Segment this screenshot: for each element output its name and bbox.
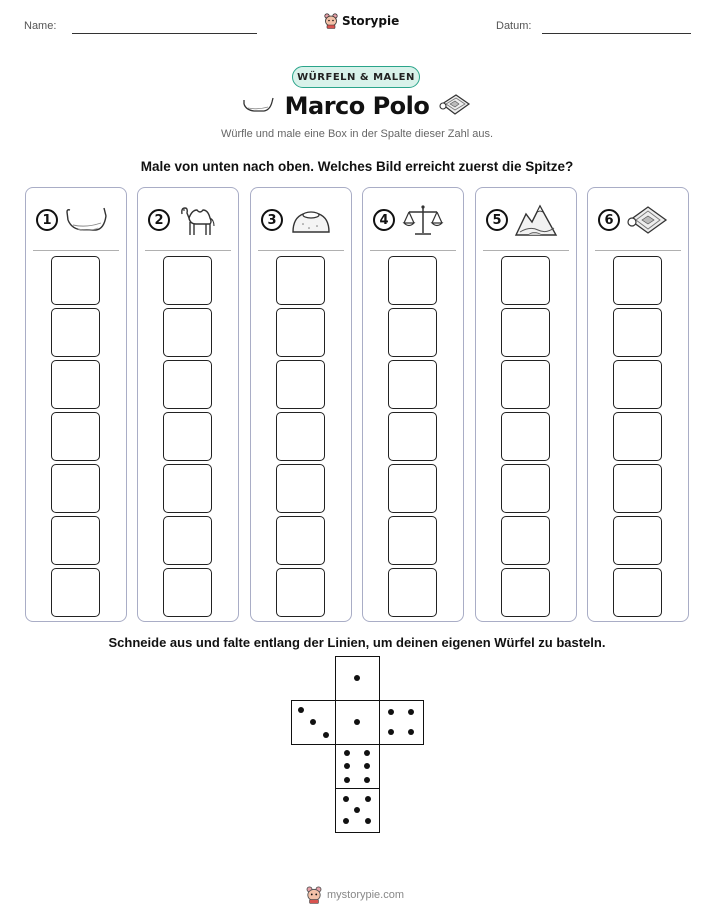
column-number: 3 — [261, 209, 283, 231]
column-6 — [587, 187, 689, 622]
color-box[interactable] — [163, 256, 212, 305]
die-pip — [364, 763, 370, 769]
column-number: 6 — [598, 209, 620, 231]
die-pip — [388, 729, 394, 735]
mountains-icon — [514, 202, 558, 238]
color-box[interactable] — [163, 308, 212, 357]
column-header — [373, 202, 455, 238]
date-field[interactable] — [542, 33, 691, 34]
color-box[interactable] — [613, 256, 662, 305]
color-box[interactable] — [163, 360, 212, 409]
die-pip — [343, 796, 349, 802]
date-label: Datum: — [496, 20, 532, 32]
volcano-rock-icon — [289, 202, 333, 238]
color-box[interactable] — [501, 308, 550, 357]
column-divider — [258, 250, 344, 251]
die-face — [291, 700, 336, 745]
die-face — [335, 788, 380, 833]
color-box[interactable] — [51, 308, 100, 357]
scroll-map-icon — [626, 202, 670, 238]
page-title: Marco Polo — [284, 92, 430, 120]
color-box[interactable] — [163, 464, 212, 513]
die-pip — [408, 709, 414, 715]
color-box[interactable] — [613, 360, 662, 409]
column-number: 1 — [36, 209, 58, 231]
die-pip — [310, 719, 316, 725]
color-box[interactable] — [613, 568, 662, 617]
footer-url: mystorypie.com — [327, 889, 405, 901]
column-divider — [33, 250, 119, 251]
color-box[interactable] — [388, 308, 437, 357]
brand-logo — [324, 13, 399, 29]
die-face — [379, 700, 424, 745]
die-pip — [364, 750, 370, 756]
storypie-mascot-icon — [306, 886, 322, 904]
column-header — [486, 202, 568, 238]
die-face — [335, 656, 380, 701]
column-header — [598, 202, 680, 238]
color-box[interactable] — [276, 464, 325, 513]
die-pip — [354, 675, 360, 681]
column-5 — [475, 187, 577, 622]
die-pip — [344, 763, 350, 769]
color-box[interactable] — [51, 516, 100, 565]
color-box[interactable] — [501, 412, 550, 461]
color-box[interactable] — [276, 256, 325, 305]
die-face — [335, 700, 380, 745]
die-face — [335, 744, 380, 789]
column-divider — [370, 250, 456, 251]
cut-instruction: Schneide aus und falte entlang der Linien, um deinen eigenen Würfel zu basteln. — [108, 635, 606, 650]
color-box[interactable] — [501, 516, 550, 565]
color-box[interactable] — [163, 412, 212, 461]
brand-name: Storypie — [342, 14, 400, 28]
die-pip — [354, 719, 360, 725]
color-box[interactable] — [613, 308, 662, 357]
color-box[interactable] — [613, 412, 662, 461]
die-pip — [365, 796, 371, 802]
column-3 — [250, 187, 352, 622]
color-box[interactable] — [276, 360, 325, 409]
color-box[interactable] — [163, 568, 212, 617]
name-field[interactable] — [72, 33, 257, 34]
column-divider — [595, 250, 681, 251]
column-divider — [483, 250, 569, 251]
color-box[interactable] — [501, 464, 550, 513]
die-pip — [365, 818, 371, 824]
color-box[interactable] — [501, 568, 550, 617]
color-box[interactable] — [501, 360, 550, 409]
die-pip — [344, 777, 350, 783]
column-number: 4 — [373, 209, 395, 231]
activity-badge: WÜRFELN & MALEN — [292, 66, 420, 88]
die-pip — [298, 707, 304, 713]
color-box[interactable] — [51, 412, 100, 461]
color-box[interactable] — [388, 516, 437, 565]
color-box[interactable] — [51, 256, 100, 305]
color-box[interactable] — [501, 256, 550, 305]
column-1 — [25, 187, 127, 622]
die-pip — [343, 818, 349, 824]
die-pip — [408, 729, 414, 735]
instruction-text: Male von unten nach oben. Welches Bild erreicht zuerst die Spitze? — [140, 159, 574, 174]
name-label: Name: — [24, 20, 57, 32]
color-box[interactable] — [51, 464, 100, 513]
die-pip — [364, 777, 370, 783]
color-box[interactable] — [51, 568, 100, 617]
color-box[interactable] — [388, 568, 437, 617]
color-box[interactable] — [276, 516, 325, 565]
die-pip — [354, 807, 360, 813]
column-header — [148, 202, 230, 238]
camel-icon — [176, 202, 220, 238]
color-box[interactable] — [163, 516, 212, 565]
scales-icon — [401, 202, 445, 238]
color-box[interactable] — [388, 464, 437, 513]
color-box[interactable] — [51, 360, 100, 409]
scroll-map-icon — [438, 92, 472, 118]
die-pip — [344, 750, 350, 756]
footer — [306, 886, 404, 904]
die-pip — [323, 732, 329, 738]
column-divider — [145, 250, 231, 251]
color-box[interactable] — [388, 360, 437, 409]
column-header — [261, 202, 343, 238]
column-number: 2 — [148, 209, 170, 231]
page-subtitle: Würfle und male eine Box in der Spalte dieser Zahl aus. — [220, 128, 494, 140]
color-box[interactable] — [276, 308, 325, 357]
storypie-mascot-icon — [324, 13, 338, 29]
column-2 — [137, 187, 239, 622]
color-box[interactable] — [388, 412, 437, 461]
gondola-icon — [64, 202, 108, 238]
column-header — [36, 202, 118, 238]
color-box[interactable] — [276, 412, 325, 461]
color-box[interactable] — [276, 568, 325, 617]
column-number: 5 — [486, 209, 508, 231]
column-4 — [362, 187, 464, 622]
color-box[interactable] — [613, 464, 662, 513]
die-pip — [388, 709, 394, 715]
color-box[interactable] — [388, 256, 437, 305]
color-box[interactable] — [613, 516, 662, 565]
